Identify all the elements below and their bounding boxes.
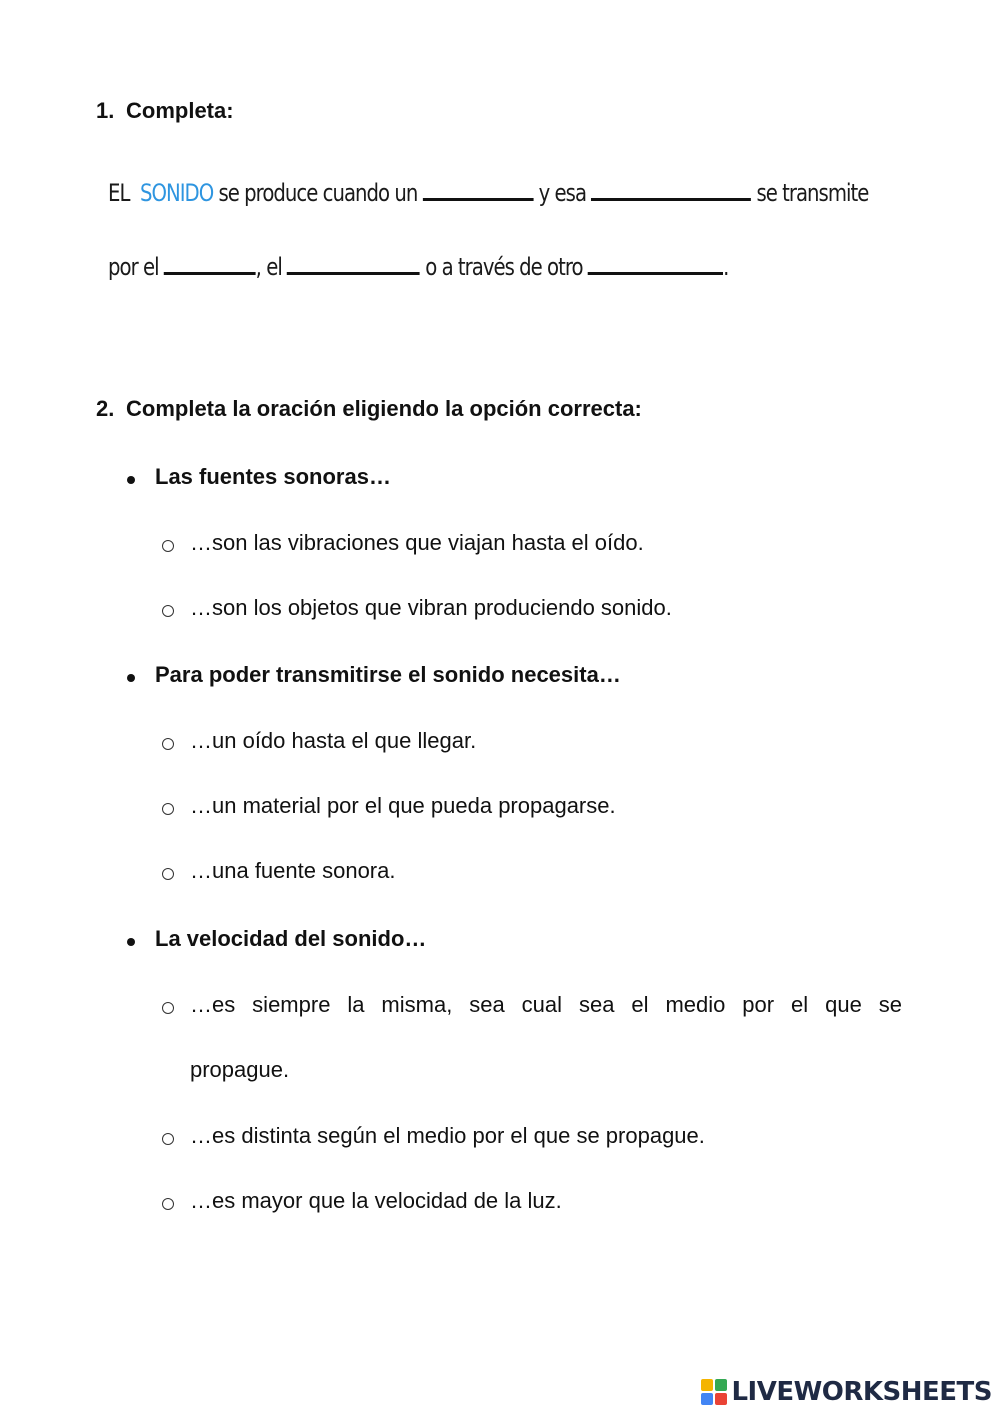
- question-2-title: [96, 396, 642, 422]
- bullet-icon: [127, 674, 135, 682]
- question-1-number: 1.: [96, 98, 115, 123]
- item-2-option-3[interactable]: …una fuente sonora.: [190, 858, 396, 883]
- line1-text-a: se produce cuando un: [218, 179, 418, 207]
- logo-text: LIVEWORKSHEETS: [731, 1377, 992, 1407]
- item-3-prompt: La velocidad del sonido…: [155, 926, 427, 951]
- item-3-option-1-line-1[interactable]: …es siempre la misma, sea cual sea el medio por el que se: [190, 992, 902, 1017]
- line1-text-c: se transmite: [756, 179, 869, 207]
- line2-text-a: por el: [108, 253, 159, 281]
- blank-3[interactable]: [164, 250, 256, 275]
- item-1-option-2[interactable]: …son los objetos que vibran produciendo sonido.: [190, 595, 672, 620]
- el-word: EL: [108, 179, 130, 207]
- item-2-prompt: Para poder transmitirse el sonido necesita…: [155, 662, 621, 687]
- option-radio-icon[interactable]: [162, 738, 174, 750]
- item-2-option-2[interactable]: …un material por el que pueda propagarse.: [190, 793, 616, 818]
- option-radio-icon[interactable]: [162, 1198, 174, 1210]
- line2-text-d: .: [723, 253, 729, 281]
- question-2-number: 2.: [96, 396, 115, 421]
- option-radio-icon[interactable]: [162, 803, 174, 815]
- sonido-word: SONIDO: [139, 179, 214, 207]
- item-1-option-1[interactable]: …son las vibraciones que viajan hasta el oído.: [190, 530, 644, 555]
- item-3-option-3[interactable]: …es mayor que la velocidad de la luz.: [190, 1188, 562, 1213]
- option-radio-icon[interactable]: [162, 1133, 174, 1145]
- liveworksheets-logo: [701, 1377, 992, 1407]
- option-radio-icon[interactable]: [162, 605, 174, 617]
- liveworksheets-logo-icon: [701, 1379, 727, 1405]
- line1-text-b: y esa: [538, 179, 587, 207]
- bullet-icon: [127, 476, 135, 484]
- item-3-option-2[interactable]: …es distinta según el medio por el que se propague.: [190, 1123, 705, 1148]
- option-radio-icon[interactable]: [162, 1002, 174, 1014]
- logo-square: [715, 1393, 727, 1405]
- question-1-label: Completa:: [126, 98, 234, 123]
- question-2-label: Completa la oración eligiendo la opción correcta:: [126, 396, 642, 421]
- logo-square: [701, 1393, 713, 1405]
- fill-sentence-line-2: [108, 250, 728, 288]
- blank-2[interactable]: [591, 176, 751, 201]
- item-2-option-1[interactable]: …un oído hasta el que llegar.: [190, 728, 477, 753]
- item-3-option-1-line-2[interactable]: propague.: [190, 1057, 290, 1082]
- blank-5[interactable]: [588, 250, 723, 275]
- fill-sentence-line-1: [108, 176, 868, 214]
- line2-text-c: o a través de otro: [425, 253, 583, 281]
- line2-text-b: , el: [255, 253, 282, 281]
- option-radio-icon[interactable]: [162, 868, 174, 880]
- question-1-title: [96, 98, 234, 124]
- blank-1[interactable]: [423, 176, 534, 201]
- bullet-icon: [127, 938, 135, 946]
- item-1-prompt: Las fuentes sonoras…: [155, 464, 391, 489]
- logo-square: [715, 1379, 727, 1391]
- blank-4[interactable]: [287, 250, 420, 275]
- logo-square: [701, 1379, 713, 1391]
- option-radio-icon[interactable]: [162, 540, 174, 552]
